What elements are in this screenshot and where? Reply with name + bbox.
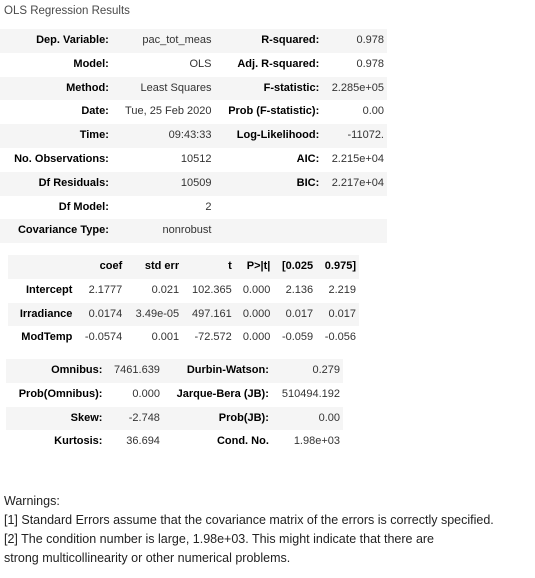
row-value: 09:43:33 — [112, 124, 215, 148]
table-cell: 0.000 — [235, 303, 274, 327]
table-row — [0, 77, 387, 101]
column-header: std err — [125, 255, 182, 279]
coefficients-table — [8, 255, 359, 350]
row-value: nonrobust — [112, 219, 215, 243]
row-label: Date: — [81, 105, 109, 118]
row-value: Tue, 25 Feb 2020 — [125, 105, 212, 118]
stat-value: 1.98e+03 — [293, 435, 340, 448]
table-row — [6, 407, 343, 431]
row-label: Dep. Variable: — [0, 29, 112, 53]
column-header: coef — [75, 255, 125, 279]
table-cell: 2.1777 — [88, 283, 123, 296]
row-value: Least Squares — [112, 77, 215, 101]
row-label: Skew: — [6, 407, 105, 431]
table-cell: 0.0174 — [75, 303, 125, 327]
table-row — [8, 279, 359, 303]
row-value: 10512 — [180, 152, 212, 165]
table-cell: 0.000 — [242, 283, 271, 296]
stat-label: F-statistic: — [214, 77, 322, 101]
warning-line: strong multicollinearity or other numerical problems. — [4, 551, 291, 565]
model-summary-table — [0, 29, 387, 243]
stat-value: 0.978 — [322, 29, 387, 53]
stat-label: Durbin-Watson: — [163, 359, 272, 383]
variable-name: Intercept — [25, 283, 73, 296]
row-value: 7461.639 — [105, 359, 163, 383]
table-cell: 0.017 — [316, 303, 359, 327]
table-cell: 102.365 — [192, 283, 232, 296]
diagnostics-table — [6, 359, 343, 454]
row-label: Kurtosis: — [54, 435, 103, 448]
table-cell: -72.572 — [194, 331, 232, 344]
row-label: No. Observations: — [14, 152, 109, 165]
table-row — [0, 100, 387, 124]
row-label: Omnibus: — [6, 359, 105, 383]
table-row — [0, 53, 387, 77]
row-value: OLS — [189, 57, 212, 70]
table-row — [0, 148, 387, 172]
table-row — [0, 196, 387, 220]
column-header: P>|t| — [235, 255, 274, 279]
stat-label — [214, 196, 322, 220]
row-label: Df Residuals: — [0, 172, 112, 196]
row-label: Covariance Type: — [0, 219, 112, 243]
table-cell: 0.021 — [151, 283, 180, 296]
stat-label: BIC: — [214, 172, 322, 196]
stat-value: 2.217e+04 — [322, 172, 387, 196]
table-row — [0, 29, 387, 53]
stat-value: 0.00 — [272, 407, 343, 431]
stat-value: 0.978 — [356, 57, 384, 70]
table-cell: 0.000 — [242, 331, 271, 344]
warnings-title: Warnings: — [4, 494, 60, 508]
row-label: Df Model: — [58, 200, 109, 213]
row-value: 36.694 — [126, 435, 160, 448]
table-cell: -0.059 — [281, 331, 314, 344]
table-row — [6, 359, 343, 383]
row-label: Time: — [0, 124, 112, 148]
stat-value: 2.285e+05 — [322, 77, 387, 101]
table-cell: 2.219 — [328, 283, 356, 296]
table-header-row — [8, 255, 359, 279]
table-caption: OLS Regression Results — [4, 5, 130, 17]
stat-label — [214, 219, 322, 243]
table-row — [0, 219, 387, 243]
warning-line: [2] The condition number is large, 1.98e+03. This might indicate that there are — [4, 532, 435, 546]
table-cell: -0.056 — [324, 331, 356, 344]
stat-value — [322, 219, 387, 243]
stat-label: R-squared: — [214, 29, 322, 53]
row-value: 10509 — [112, 172, 215, 196]
row-value: 2 — [205, 200, 212, 213]
table-row — [0, 172, 387, 196]
table-cell: -0.0574 — [84, 331, 123, 344]
column-header: [0.025 — [273, 255, 316, 279]
column-header: 0.975] — [316, 255, 359, 279]
stat-label: Prob(JB): — [163, 407, 272, 431]
warnings-block — [4, 492, 532, 568]
stat-value: 0.00 — [362, 105, 384, 118]
stat-value: 510494.192 — [281, 387, 340, 400]
table-cell: 0.017 — [273, 303, 316, 327]
table-row — [8, 303, 359, 327]
table-cell: 0.001 — [151, 331, 180, 344]
row-label: Method: — [0, 77, 112, 101]
stat-label: AIC: — [296, 152, 320, 165]
table-row — [0, 124, 387, 148]
column-header — [8, 255, 75, 279]
row-value: 0.000 — [132, 387, 160, 400]
row-label: Prob(Omnibus): — [18, 387, 103, 400]
stat-label: Log-Likelihood: — [214, 124, 322, 148]
table-cell: 3.49e-05 — [125, 303, 182, 327]
stat-value: -11072. — [322, 124, 387, 148]
table-cell: 2.136 — [285, 283, 314, 296]
table-row — [8, 326, 359, 350]
stat-value: 0.279 — [272, 359, 343, 383]
table-cell: 497.161 — [182, 303, 235, 327]
column-header: t — [182, 255, 235, 279]
table-row — [6, 430, 343, 454]
stat-label: Jarque-Bera (JB): — [176, 387, 269, 400]
row-value: pac_tot_meas — [112, 29, 215, 53]
stat-value — [322, 196, 387, 220]
variable-name: Irradiance — [8, 303, 75, 327]
stat-value: 2.215e+04 — [331, 152, 384, 165]
stat-label: Cond. No. — [216, 435, 269, 448]
stat-label: Adj. R-squared: — [237, 57, 320, 70]
stat-label: Prob (F-statistic): — [228, 105, 320, 118]
variable-name: ModTemp — [21, 331, 73, 344]
row-label: Model: — [73, 57, 109, 70]
warning-line: [1] Standard Errors assume that the covariance matrix of the errors is correctly specified. — [4, 513, 494, 527]
row-value: -2.748 — [105, 407, 163, 431]
table-row — [6, 383, 343, 407]
